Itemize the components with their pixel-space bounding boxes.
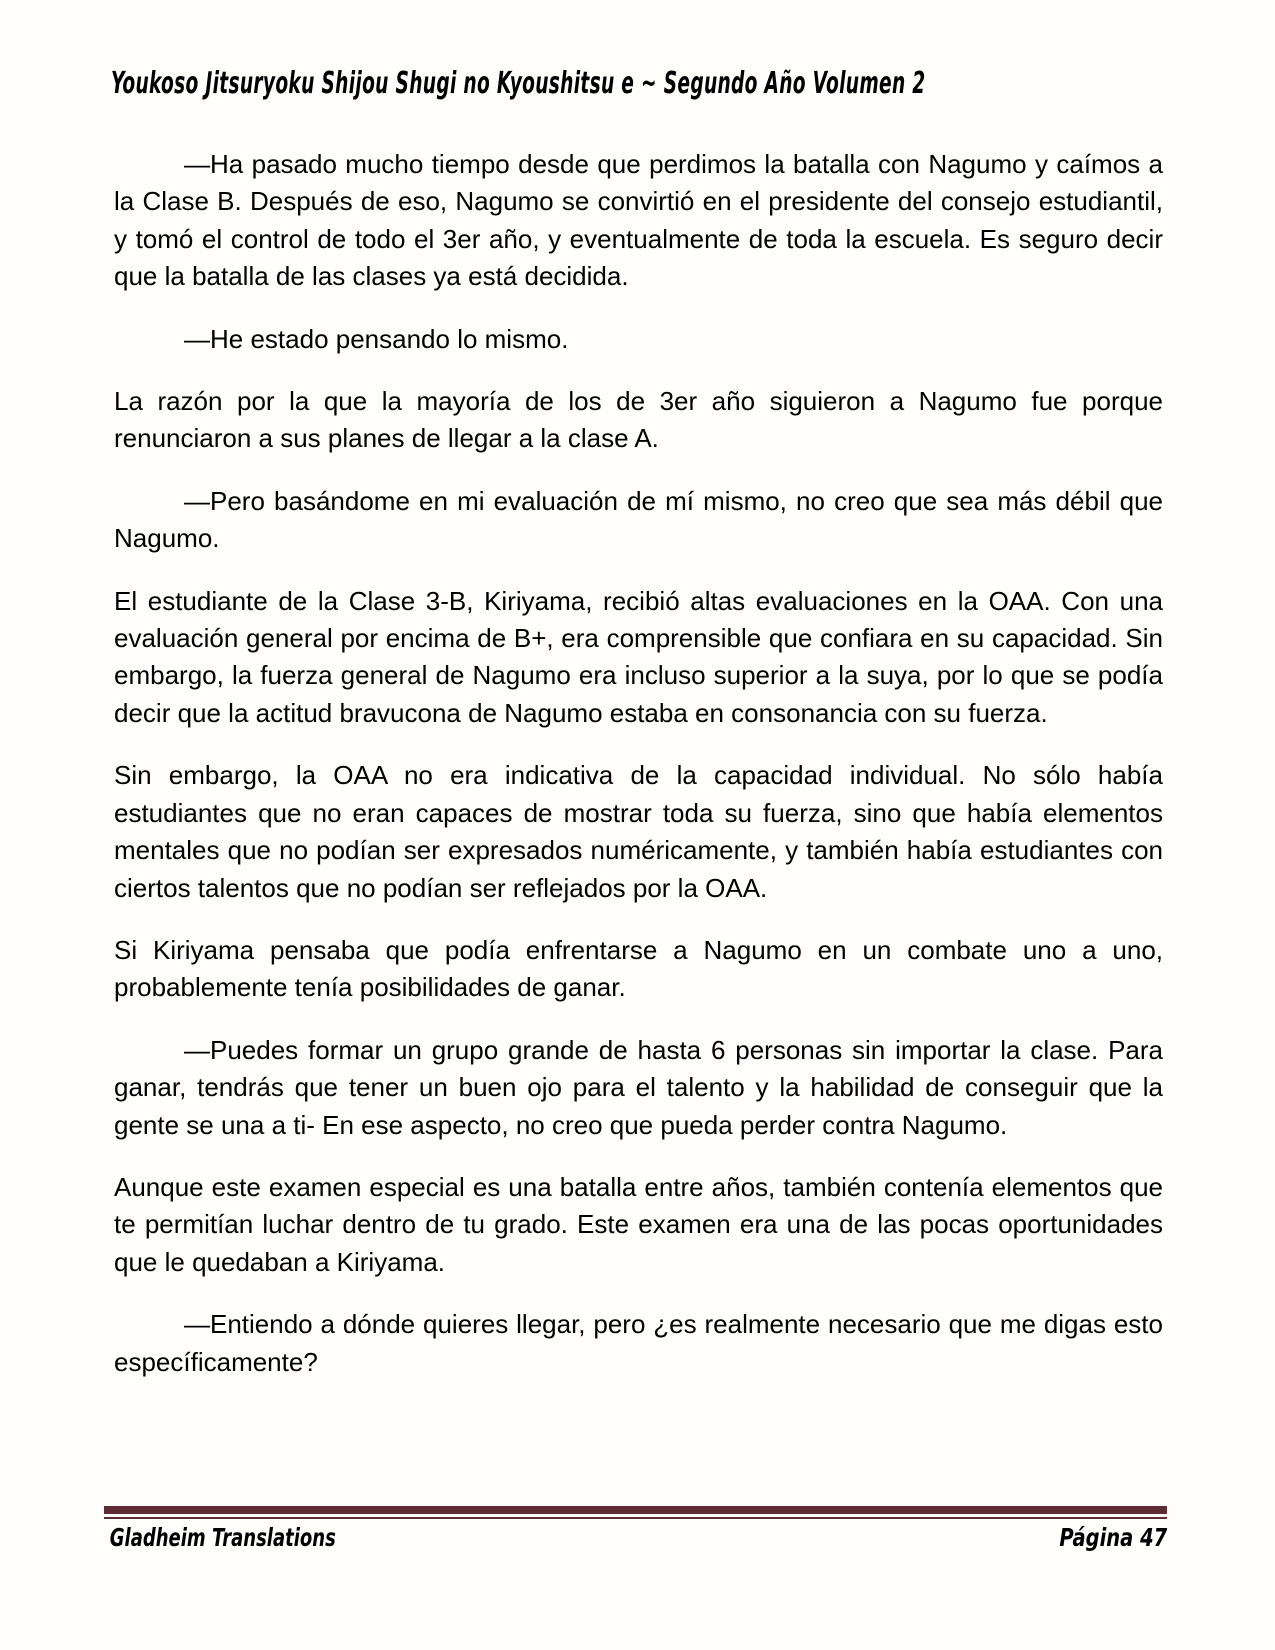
paragraph: —Entiendo a dónde quieres llegar, pero ¿es realmente necesario que me digas esto específicamente?: [114, 1309, 1163, 1377]
paragraph: —Ha pasado mucho tiempo desde que perdimos la batalla con Nagumo y caímos a la Clase B. Después de eso, Nagumo se convirtió en el presidente del consejo estudiantil, y tomó el control de todo el 3er año, y eventualmente de toda la escuela. Es seguro decir que la batalla de las clases ya está decidida.: [114, 149, 1163, 292]
footer-page-number: Página 47: [1059, 1523, 1167, 1552]
page-footer: [104, 1506, 1167, 1552]
paragraph: —Pero basándome en mi evaluación de mí mismo, no creo que sea más débil que Nagumo.: [114, 485, 1163, 554]
footer-translator-credit: Gladheim Translations: [109, 1523, 336, 1552]
page-header-title: Youkoso Jitsuryoku Shijou Shugi no Kyoushitsu e ~ Segundo Año Volumen 2: [111, 66, 926, 101]
paragraph: Aunque este examen especial es una batalla entre años, también contenía elementos que te permitían luchar dentro de tu grado. Este examen era una de las pocas oportunidades que le quedaban a Kiriyama.: [114, 1171, 1163, 1277]
paragraph: —He estado pensando lo mismo.: [184, 323, 569, 354]
footer-rule: [104, 1506, 1167, 1519]
body-text: [114, 146, 1163, 1406]
footer-row: [104, 1523, 1167, 1552]
paragraph: La razón por la que la mayoría de los de 3er año siguieron a Nagumo fue porque renunciaron a sus planes de llegar a la clase A.: [114, 386, 1163, 454]
paragraph: —Puedes formar un grupo grande de hasta 6 personas sin importar la clase. Para ganar, tendrás que tener un buen ojo para el talento y la habilidad de conseguir que la gente se una a ti- En ese aspecto, no creo que pueda perder contra Nagumo.: [114, 1034, 1163, 1140]
paragraph: Sin embargo, la OAA no era indicativa de la capacidad individual. No sólo había estudiantes que no eran capaces de mostrar toda su fuerza, sino que había elementos mentales que no podían ser expresados numéricamente, y también había estudiantes con ciertos talentos que no podían ser reflejados por la OAA.: [114, 760, 1163, 903]
paragraph: Si Kiriyama pensaba que podía enfrentarse a Nagumo en un combate uno a uno, probablemente tenía posibilidades de ganar.: [114, 934, 1163, 1003]
paragraph: El estudiante de la Clase 3-B, Kiriyama, recibió altas evaluaciones en la OAA. Con una evaluación general por encima de B+, era comprensible que confiara en su capacidad. Sin embargo, la fuerza general de Nagumo era incluso superior a la suya, por lo que se podía decir que la actitud bravucona de Nagumo estaba en consonancia con su fuerza.: [114, 585, 1163, 728]
